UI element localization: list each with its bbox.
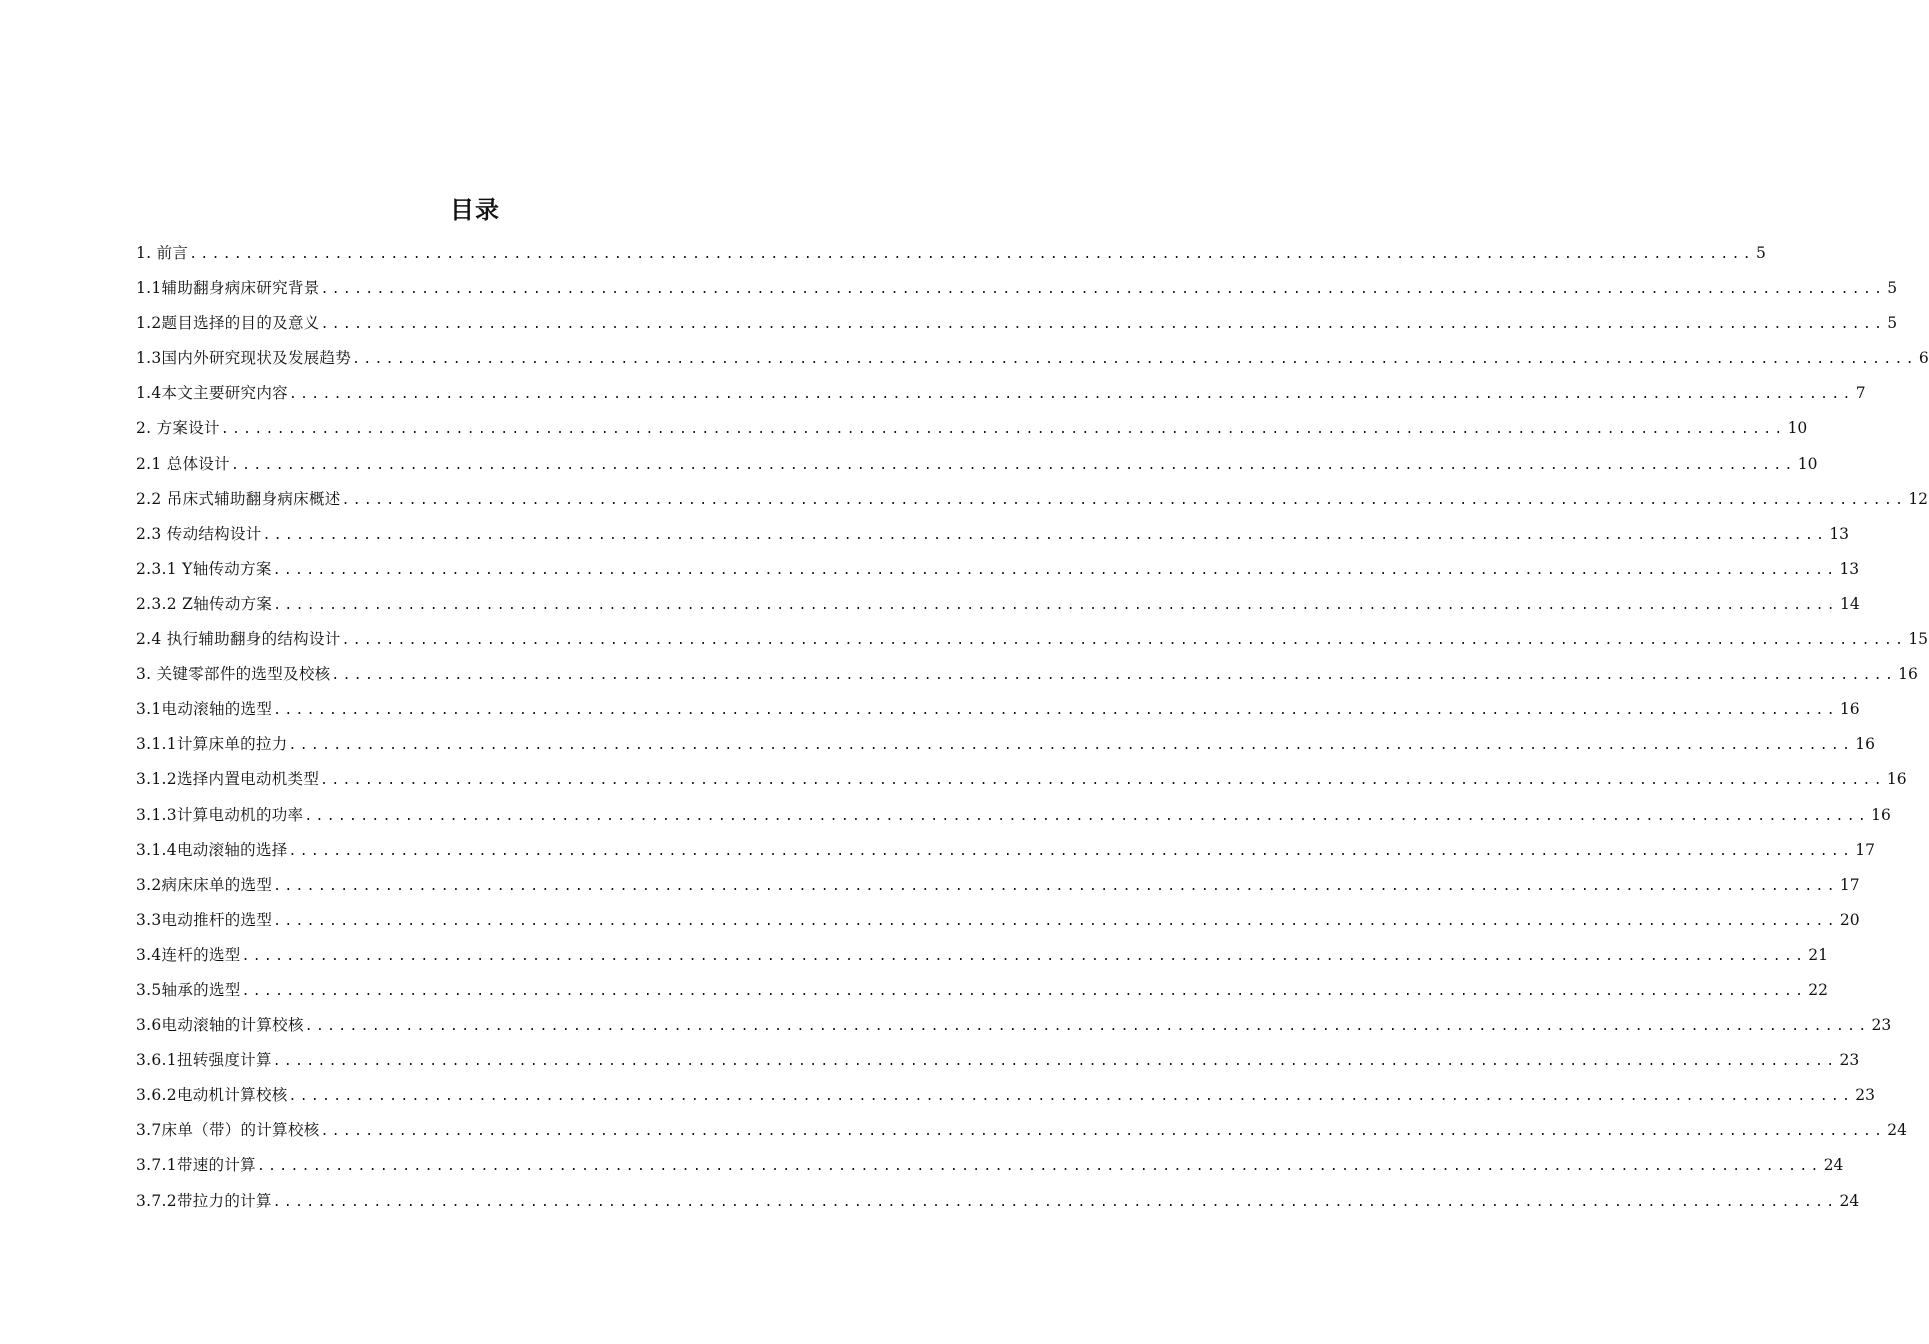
toc-entry[interactable]: [136, 1115, 1908, 1150]
toc-entry-page-number: 12: [1908, 489, 1929, 508]
toc-dot-leader: ............................................................................................................................................: [331, 668, 1897, 684]
toc-entry-label: 3.6电动滚轴的计算校核: [136, 1016, 304, 1035]
toc-entry[interactable]: [136, 1150, 1844, 1185]
toc-entry-page-number: 20: [1839, 910, 1860, 929]
toc-dot-leader: ............................................................................................................................................: [304, 1019, 1870, 1035]
toc-entry-page-number: 10: [1797, 454, 1818, 473]
toc-entry-page-number: 24: [1887, 1121, 1908, 1140]
toc-entry[interactable]: [136, 484, 1929, 519]
toc-entry[interactable]: [136, 729, 1876, 764]
toc-entry-label: 2.4 执行辅助翻身的结构设计: [136, 630, 341, 649]
toc-dot-leader: ............................................................................................................................................: [288, 738, 1854, 754]
toc-entry-page-number: 22: [1808, 980, 1829, 999]
toc-entry-page-number: 15: [1908, 630, 1929, 649]
toc-dot-leader: ............................................................................................................................................: [341, 492, 1907, 508]
toc-dot-leader: ............................................................................................................................................: [272, 562, 1838, 578]
toc-entry-label: 1.4本文主要研究内容: [136, 384, 288, 403]
toc-dot-leader: ............................................................................................................................................: [320, 282, 1886, 298]
toc-dot-leader: ............................................................................................................................................: [320, 317, 1886, 333]
toc-entry[interactable]: [136, 1045, 1860, 1080]
toc-entry-page-number: 16: [1855, 735, 1876, 754]
toc-entry-label: 3.1电动滚轴的选型: [136, 700, 273, 719]
toc-entry-page-number: 14: [1839, 594, 1860, 613]
toc-entry-label: 3.7.1带速的计算: [136, 1156, 256, 1175]
toc-entry-page-number: 16: [1871, 805, 1891, 824]
toc-dot-leader: ............................................................................................................................................: [272, 1054, 1838, 1070]
toc-entry-label: 3.7床单（带）的计算校核: [136, 1121, 320, 1140]
toc-entry-label: 1. 前言: [136, 244, 189, 262]
toc-entry-label: 2.3.1 Y轴传动方案: [136, 559, 272, 578]
toc-entry-page-number: 17: [1839, 875, 1860, 894]
toc-entry-label: 3.1.1计算床单的拉力: [136, 735, 288, 754]
toc-entry-label: 3.6.1扭转强度计算: [136, 1051, 272, 1070]
toc-entry-label: 1.1辅助翻身病床研究背景: [136, 279, 320, 298]
toc-dot-leader: ............................................................................................................................................: [241, 983, 1807, 999]
toc-dot-leader: ............................................................................................................................................: [272, 1194, 1838, 1210]
toc-entry-page-number: 16: [1886, 770, 1907, 789]
toc-entry-page-number: 5: [1755, 244, 1766, 262]
toc-entry-label: 3.2病床床单的选型: [136, 875, 273, 894]
toc-entry[interactable]: [136, 800, 1891, 835]
toc-dot-leader: ............................................................................................................................................: [273, 913, 1838, 929]
toc-entry[interactable]: [136, 238, 1766, 273]
toc-entry[interactable]: [136, 624, 1929, 659]
toc-dot-leader: ............................................................................................................................................: [352, 352, 1917, 368]
toc-entry[interactable]: [136, 870, 1860, 905]
table-of-contents: [136, 238, 1929, 1221]
toc-entry-label: 3.4连杆的选型: [136, 945, 241, 964]
toc-entry[interactable]: [136, 940, 1829, 975]
toc-dot-leader: ............................................................................................................................................: [288, 1089, 1854, 1105]
toc-dot-leader: ............................................................................................................................................: [273, 878, 1838, 894]
toc-entry-label: 3.3电动推杆的选型: [136, 910, 273, 929]
toc-entry-label: 3.1.2选择内置电动机类型: [136, 770, 320, 789]
toc-dot-leader: ............................................................................................................................................: [230, 457, 1796, 473]
toc-entry-label: 2. 方案设计: [136, 419, 220, 438]
toc-dot-leader: ............................................................................................................................................: [341, 633, 1907, 649]
toc-entry-label: 3.6.2电动机计算校核: [136, 1086, 288, 1105]
toc-entry-label: 2.3.2 Z轴传动方案: [136, 594, 273, 613]
toc-entry[interactable]: [136, 975, 1829, 1010]
toc-dot-leader: ............................................................................................................................................: [288, 387, 1854, 403]
toc-entry-page-number: 13: [1839, 559, 1860, 578]
toc-entry[interactable]: [136, 413, 1808, 448]
toc-entry-page-number: 23: [1871, 1016, 1892, 1035]
toc-entry-page-number: 10: [1787, 419, 1808, 438]
toc-entry-page-number: 5: [1887, 279, 1898, 298]
toc-entry-label: 2.2 吊床式辅助翻身病床概述: [136, 489, 341, 508]
toc-entry-label: 3.7.2带拉力的计算: [136, 1191, 272, 1210]
toc-entry[interactable]: [136, 273, 1898, 308]
page-title: 目录: [450, 196, 500, 224]
toc-entry-page-number: 6: [1918, 349, 1929, 368]
toc-entry-page-number: 17: [1855, 840, 1876, 859]
toc-entry-page-number: 24: [1839, 1191, 1860, 1210]
toc-entry-page-number: 16: [1839, 700, 1860, 719]
toc-entry-label: 3.1.4电动滚轴的选择: [136, 840, 288, 859]
toc-entry[interactable]: [136, 1010, 1892, 1045]
toc-entry-label: 3. 关键零部件的选型及校核: [136, 665, 331, 684]
toc-entry-label: 3.5轴承的选型: [136, 980, 241, 999]
toc-entry-page-number: 23: [1855, 1086, 1876, 1105]
toc-dot-leader: ............................................................................................................................................: [304, 808, 1870, 824]
toc-entry-page-number: 5: [1887, 314, 1898, 333]
toc-entry-page-number: 24: [1823, 1156, 1844, 1175]
toc-dot-leader: ............................................................................................................................................: [262, 527, 1828, 543]
toc-entry-page-number: 23: [1839, 1051, 1860, 1070]
toc-dot-leader: ............................................................................................................................................: [189, 247, 1754, 262]
toc-entry-page-number: 7: [1855, 384, 1866, 403]
toc-entry[interactable]: [136, 449, 1818, 484]
toc-entry[interactable]: [136, 694, 1860, 729]
toc-entry-page-number: 16: [1898, 665, 1918, 684]
toc-entry[interactable]: [136, 589, 1860, 624]
toc-dot-leader: ............................................................................................................................................: [241, 948, 1807, 964]
toc-entry[interactable]: [136, 1080, 1876, 1115]
toc-entry[interactable]: [136, 1186, 1860, 1221]
toc-dot-leader: ............................................................................................................................................: [320, 773, 1885, 789]
toc-dot-leader: ............................................................................................................................................: [273, 597, 1838, 613]
toc-entry[interactable]: [136, 659, 1918, 694]
toc-entry-page-number: 21: [1808, 945, 1829, 964]
toc-entry-label: 3.1.3计算电动机的功率: [136, 805, 304, 824]
toc-entry-label: 1.2题目选择的目的及意义: [136, 314, 320, 333]
toc-entry[interactable]: [136, 343, 1929, 378]
toc-dot-leader: ............................................................................................................................................: [288, 843, 1854, 859]
toc-entry[interactable]: [136, 905, 1860, 940]
toc-entry[interactable]: [136, 835, 1876, 870]
toc-entry-label: 2.1 总体设计: [136, 454, 230, 473]
toc-dot-leader: ............................................................................................................................................: [273, 703, 1838, 719]
toc-dot-leader: ............................................................................................................................................: [256, 1159, 1822, 1175]
toc-entry[interactable]: [136, 378, 1866, 413]
toc-entry-label: 1.3国内外研究现状及发展趋势: [136, 349, 352, 368]
toc-entry[interactable]: [136, 519, 1850, 554]
toc-entry[interactable]: [136, 308, 1898, 343]
toc-entry-page-number: 13: [1829, 524, 1850, 543]
toc-dot-leader: ............................................................................................................................................: [220, 422, 1786, 438]
toc-entry-label: 2.3 传动结构设计: [136, 524, 262, 543]
toc-entry[interactable]: [136, 554, 1860, 589]
toc-dot-leader: ............................................................................................................................................: [320, 1124, 1886, 1140]
toc-entry[interactable]: [136, 764, 1907, 799]
